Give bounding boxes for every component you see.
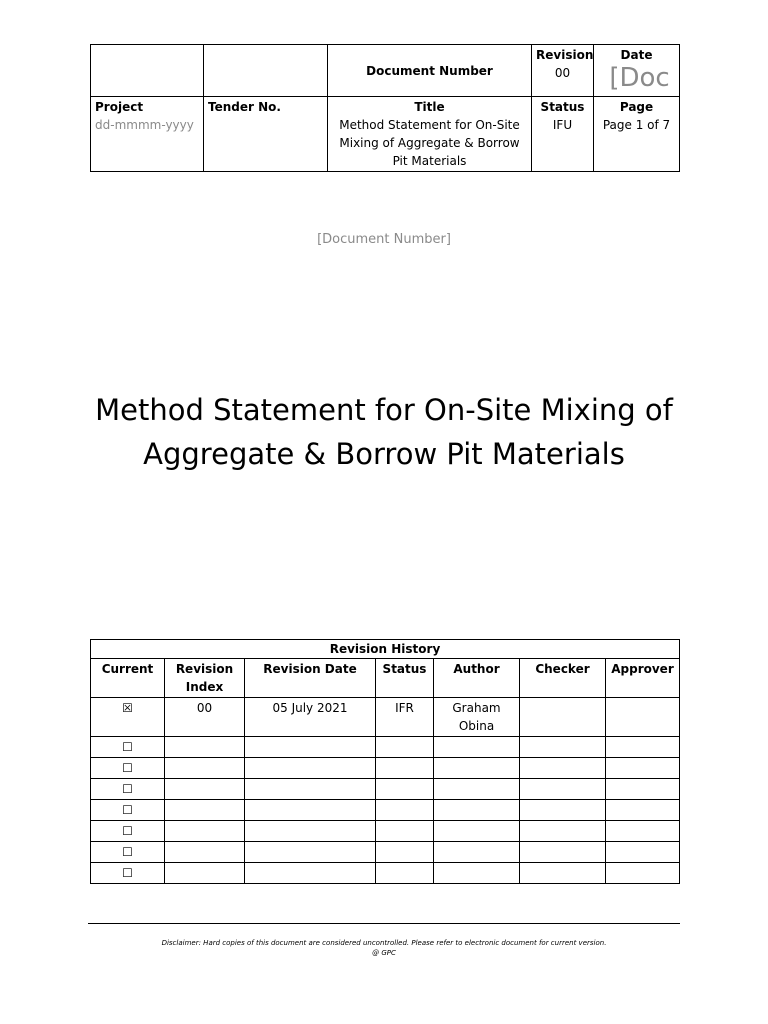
status-value: IFU: [552, 118, 573, 132]
current-checkbox[interactable]: ☐: [91, 737, 165, 758]
title-cell: [328, 97, 532, 172]
status-cell: [376, 863, 434, 884]
current-checkbox[interactable]: ☒: [91, 698, 165, 737]
table-row: [91, 800, 680, 821]
status-cell: [376, 758, 434, 779]
project-value: dd-mmmm-yyyy: [95, 118, 194, 132]
date-label: Date: [620, 48, 653, 62]
checker-cell: [520, 779, 606, 800]
tender-label: Tender No.: [208, 100, 281, 114]
revision-date-cell: [245, 737, 376, 758]
table-row: [91, 779, 680, 800]
author-cell: [434, 863, 520, 884]
project-label: Project: [95, 100, 144, 114]
author-cell: Graham Obina: [434, 698, 520, 737]
project-cell: [91, 97, 204, 172]
revision-index-cell: [165, 779, 245, 800]
revision-date-cell: [245, 800, 376, 821]
revision-index-cell: [165, 863, 245, 884]
column-header: Checker: [520, 659, 606, 698]
date-cell: [594, 45, 680, 97]
main-title: Method Statement for On-Site Mixing of Aggregate & Borrow Pit Materials: [95, 393, 673, 471]
column-header: Status: [376, 659, 434, 698]
copyright-text: @ GPC: [372, 949, 396, 957]
revision-history-caption: Revision History: [91, 640, 680, 659]
checker-cell: [520, 758, 606, 779]
revision-index-cell: [165, 842, 245, 863]
approver-cell: [606, 758, 680, 779]
status-label: Status: [540, 100, 585, 114]
status-cell: [376, 842, 434, 863]
revision-date-cell: [245, 758, 376, 779]
table-row: [91, 698, 680, 737]
header-empty-cell-1: [91, 45, 204, 97]
approver-cell: [606, 779, 680, 800]
checker-cell: [520, 698, 606, 737]
current-checkbox[interactable]: ☐: [91, 842, 165, 863]
document-number-label: Document Number: [328, 45, 532, 97]
revision-label: Revision: [536, 48, 594, 62]
revision-index-cell: [165, 821, 245, 842]
revision-date-cell: 05 July 2021: [245, 698, 376, 737]
header-table: [90, 44, 680, 172]
current-checkbox[interactable]: ☐: [91, 758, 165, 779]
table-row: [91, 821, 680, 842]
date-value: [Doc: [609, 64, 670, 92]
column-header: Revision Date: [245, 659, 376, 698]
approver-cell: [606, 863, 680, 884]
page-label: Page: [619, 100, 654, 114]
revision-history-table: [90, 639, 680, 884]
column-header: Revision Index: [165, 659, 245, 698]
approver-cell: [606, 821, 680, 842]
checker-cell: [520, 842, 606, 863]
revision-index-cell: [165, 737, 245, 758]
status-cell: IFR: [376, 698, 434, 737]
title-value: Method Statement for On-Site Mixing of Aggregate & Borrow Pit Materials: [339, 118, 520, 168]
checker-cell: [520, 821, 606, 842]
current-checkbox[interactable]: ☐: [91, 779, 165, 800]
checker-cell: [520, 800, 606, 821]
revision-index-cell: [165, 800, 245, 821]
document-number-placeholder: [Document Number]: [317, 232, 451, 247]
status-cell: [532, 97, 594, 172]
status-cell: [376, 800, 434, 821]
approver-cell: [606, 737, 680, 758]
approver-cell: [606, 800, 680, 821]
author-cell: [434, 758, 520, 779]
author-cell: [434, 800, 520, 821]
revision-date-cell: [245, 863, 376, 884]
title-label: Title: [414, 100, 445, 114]
footer: [0, 938, 768, 958]
author-cell: [434, 821, 520, 842]
table-row: [91, 737, 680, 758]
author-cell: [434, 779, 520, 800]
revision-index-cell: 00: [165, 698, 245, 737]
status-cell: [376, 737, 434, 758]
header-empty-cell-2: [204, 45, 328, 97]
revision-cell: [532, 45, 594, 97]
page-value: Page 1 of 7: [602, 118, 671, 132]
current-checkbox[interactable]: ☐: [91, 821, 165, 842]
column-header: Current: [91, 659, 165, 698]
revision-index-cell: [165, 758, 245, 779]
checker-cell: [520, 737, 606, 758]
disclaimer-text: Disclaimer: Hard copies of this document are considered uncontrolled. Please refer to electronic document for current version.: [161, 939, 607, 947]
table-row: [91, 842, 680, 863]
page-cell: [594, 97, 680, 172]
approver-cell: [606, 698, 680, 737]
column-header: Approver: [606, 659, 680, 698]
current-checkbox[interactable]: ☐: [91, 800, 165, 821]
approver-cell: [606, 842, 680, 863]
revision-date-cell: [245, 821, 376, 842]
status-cell: [376, 779, 434, 800]
table-row: [91, 863, 680, 884]
column-header: Author: [434, 659, 520, 698]
current-checkbox[interactable]: ☐: [91, 863, 165, 884]
revision-value: 00: [554, 66, 571, 80]
table-row: [91, 758, 680, 779]
author-cell: [434, 842, 520, 863]
revision-date-cell: [245, 779, 376, 800]
checker-cell: [520, 863, 606, 884]
status-cell: [376, 821, 434, 842]
revision-date-cell: [245, 842, 376, 863]
footer-divider: [88, 923, 680, 924]
tender-cell: [204, 97, 328, 172]
author-cell: [434, 737, 520, 758]
